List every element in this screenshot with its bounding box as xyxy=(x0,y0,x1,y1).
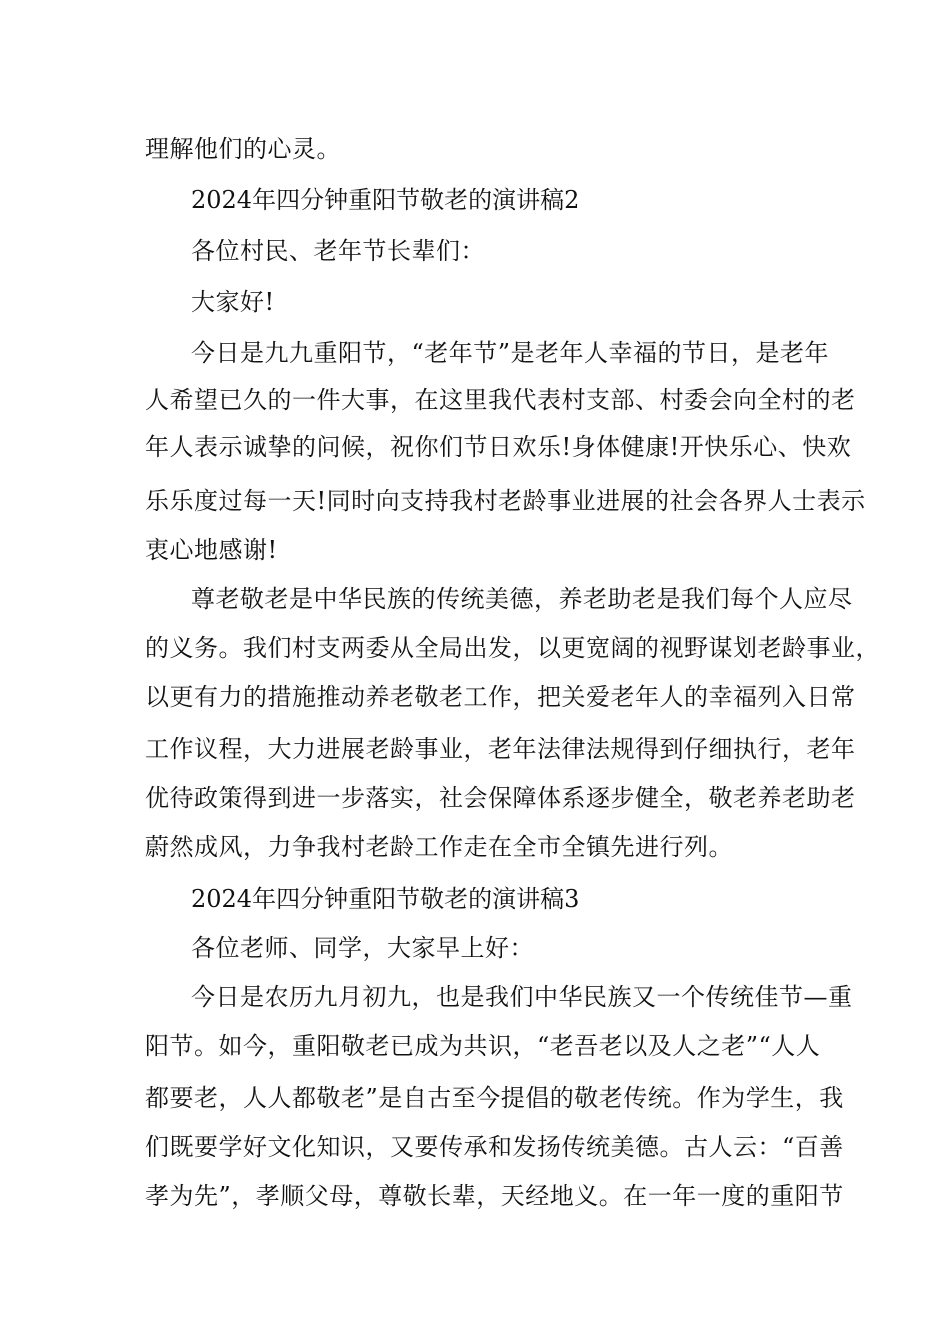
paragraph-line: 工作议程，大力进展老龄事业，老年法律法规得到仔细执行，老年 xyxy=(145,735,856,763)
paragraph-line: 以更有力的措施推动养老敬老工作，把关爱老年人的幸福列入日常 xyxy=(145,683,856,711)
paragraph-line: 今日是农历九月初九，也是我们中华民族又一个传统佳节—重 xyxy=(191,983,853,1011)
paragraph-line: 衷心地感谢! xyxy=(145,536,278,564)
salutation: 各位村民、老年节长辈们： xyxy=(191,237,485,265)
paragraph-line: 乐乐度过每一天!同时向支持我村老龄事业进展的社会各界人士表示 xyxy=(145,487,866,515)
paragraph-line: 优待政策得到进一步落实，社会保障体系逐步健全，敬老养老助老 xyxy=(145,784,856,812)
text-line: 理解他们的心灵。 xyxy=(145,135,341,163)
paragraph-line: 孝为先”，孝顺父母，尊敬长辈，天经地义。在一年一度的重阳节 xyxy=(145,1182,844,1210)
paragraph-line: 都要老，人人都敬老”是自古至今提倡的敬老传统。作为学生，我 xyxy=(145,1084,844,1112)
paragraph-line: 今日是九九重阳节，“老年节”是老年人幸福的节日，是老年 xyxy=(191,339,830,367)
paragraph-line: 蔚然成风，力争我村老龄工作走在全市全镇先进行列。 xyxy=(145,833,733,861)
paragraph-line: 们既要学好文化知识，又要传承和发扬传统美德。古人云：“百善 xyxy=(145,1133,844,1161)
paragraph-line: 尊老敬老是中华民族的传统美德，养老助老是我们每个人应尽 xyxy=(191,585,853,613)
section-heading: 2024年四分钟重阳节敬老的演讲稿2 xyxy=(191,186,580,214)
salutation: 各位老师、同学，大家早上好： xyxy=(191,934,534,962)
paragraph-line: 阳节。如今，重阳敬老已成为共识，“老吾老以及人之老”“人人 xyxy=(145,1032,821,1060)
paragraph-line: 年人表示诚挚的问候，祝你们节日欢乐!身体健康!开快乐心、快欢 xyxy=(145,433,852,461)
paragraph-line: 人希望已久的一件大事，在这里我代表村支部、村委会向全村的老 xyxy=(145,386,856,414)
paragraph-line: 的义务。我们村支两委从全局出发，以更宽阔的视野谋划老龄事业， xyxy=(145,634,880,662)
greeting: 大家好! xyxy=(191,288,275,316)
section-heading: 2024年四分钟重阳节敬老的演讲稿3 xyxy=(191,885,580,913)
